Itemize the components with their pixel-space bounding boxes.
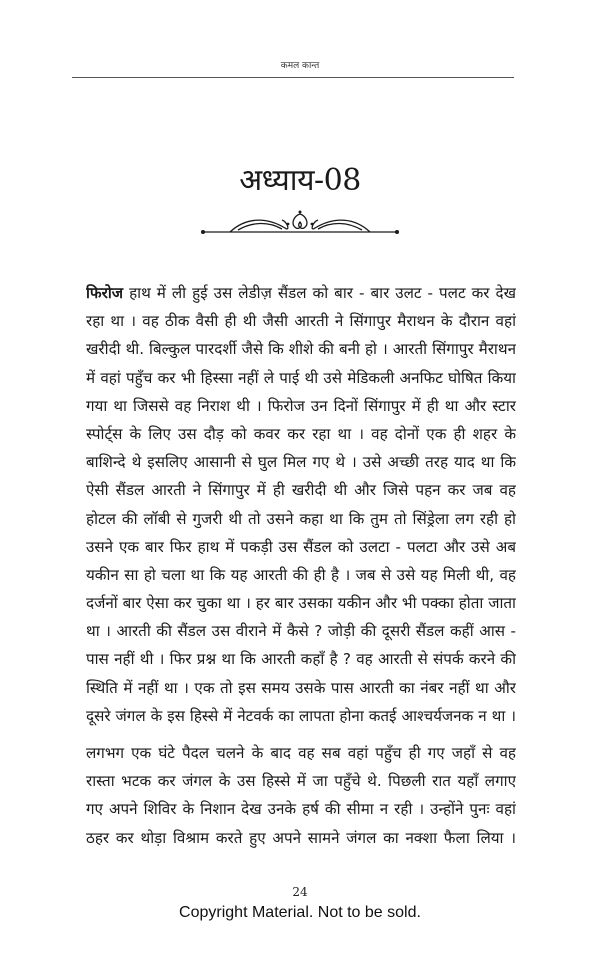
text-line: स्पोर्ट्स के लिए उस दौड़ को कवर कर रहा था । वह दोनों एक ही शहर के bbox=[86, 424, 516, 443]
text-line: उसने एक बार फिर हाथ में पकड़ी उस सैंडल को उलटा - पलटा और उसे अब bbox=[86, 537, 516, 556]
page-number: 24 bbox=[292, 885, 308, 899]
paragraph-1 bbox=[86, 279, 516, 730]
text-line: स्थिति में नहीं था । एक तो इस समय उसके पास आरती का नंबर नहीं था और bbox=[86, 678, 516, 697]
text-line: फिरोज हाथ में ली हुई उस लेडीज़ सैंडल को बार - बार उलट - पलट कर देख bbox=[86, 284, 516, 302]
text-line: ऐसी सैंडल आरती ने सिंगापुर में ही खरीदी थी और जिसे पहन कर जब वह bbox=[86, 481, 516, 500]
text-line: रास्ता भटक कर जंगल के उस हिस्से में जा पहुँचे थे. पिछली रात यहाँ लगाए bbox=[86, 772, 516, 791]
chapter-title: अध्याय-08 bbox=[239, 163, 361, 198]
text-line: यकीन सा हो चला था कि यह आरती की ही है । जब से उसे यह मिली थी, वह bbox=[86, 565, 516, 584]
text-line: था । आरती की सैंडल उस वीराने में कैसे ? जोड़ी की दूसरी सैंडल कहीं आस - bbox=[86, 622, 516, 641]
text-line: होटल की लॉबी से गुजरी थी तो उसने कहा था कि तुम तो सिंड्रेला लग रही हो bbox=[86, 509, 516, 528]
text-line: ठहर कर थोड़ा विश्राम करते हुए अपने सामने जंगल का नक्शा फैला लिया । bbox=[86, 828, 516, 847]
lead-name-firoz: फिरोज bbox=[86, 284, 124, 302]
text-line: लगभग एक घंटे पैदल चलने के बाद वह सब वहां पहुँच ही गए जहाँ से वह bbox=[86, 744, 516, 762]
body-text bbox=[86, 279, 516, 852]
copyright-notice: Copyright Material. Not to be sold. bbox=[179, 904, 421, 921]
text-line: गया था जिससे वह निराश थी । फिरोज उन दिनों सिंगापुर में ही था और स्टार bbox=[86, 396, 516, 415]
text-line: दर्जनों बार ऐसा कर चुका था । हर बार उसका यकीन और भी पक्का होता जाता bbox=[86, 594, 516, 613]
text-line: दूसरे जंगल के इस हिस्से में नेटवर्क का लापता होना कतई आश्चर्यजनक न था । bbox=[86, 706, 516, 725]
text-line: पास नहीं थी । फिर प्रश्न था कि आरती कहाँ है ? वह आरती से संपर्क करने की bbox=[86, 650, 516, 669]
text-line: रहा था । वह ठीक वैसी ही थी जैसी आरती ने सिंगापुर मैराथन के दौरान वहां bbox=[86, 312, 516, 331]
running-head: कमल कान्त bbox=[280, 61, 320, 71]
paragraph-gap bbox=[86, 730, 516, 739]
text-line: बाशिन्दे थे इसलिए आसानी से घुल मिल गए थे । उसे अच्छी तरह याद था कि bbox=[86, 453, 516, 472]
paragraph-2 bbox=[86, 739, 516, 852]
decorative-flourish-icon bbox=[200, 208, 400, 238]
header-rule bbox=[72, 77, 514, 78]
text-line: गए अपने शिविर के निशान देख उनके हर्ष की सीमा न रही । उन्होंने पुनः वहां bbox=[86, 800, 516, 819]
text-line: में वहां पहुँच कर भी हिस्सा नहीं ले पाई थी उसे मेडिकली अनफिट घोषित किया bbox=[86, 368, 516, 387]
text-line: खरीदी थी. बिल्कुल पारदर्शी जैसे कि शीशे की बनी हो । आरती सिंगापुर मैराथन bbox=[86, 340, 516, 359]
